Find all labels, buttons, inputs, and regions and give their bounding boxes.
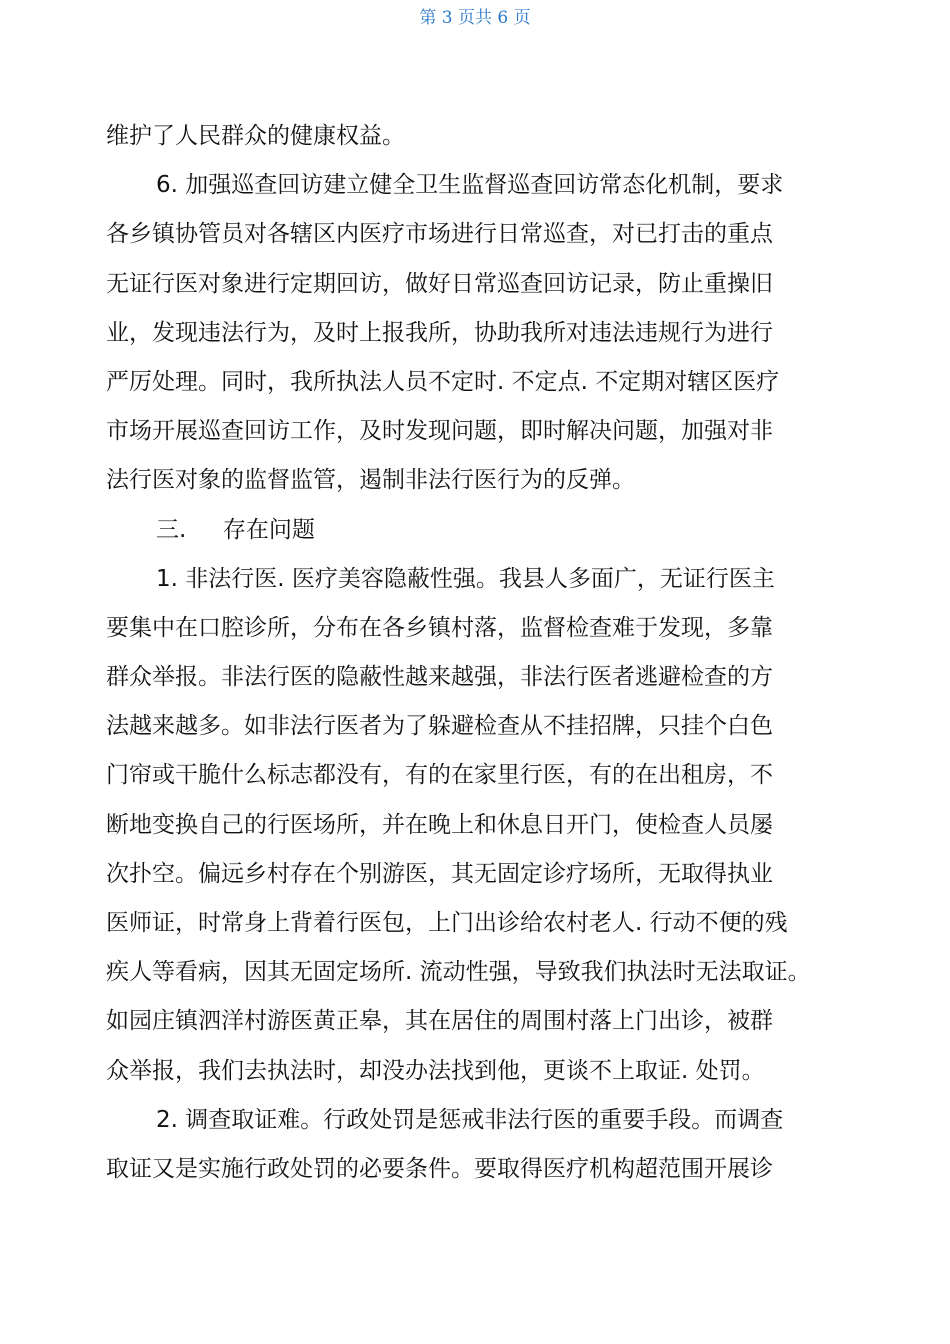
paragraph-line: 市场开展巡查回访工作，及时发现问题，即时解决问题，加强对非	[106, 418, 773, 445]
paragraph-line: 断地变换自己的行医场所，并在晚上和休息日开门，使检查人员屡	[106, 811, 773, 838]
paragraph-line: 法越来越多。如非法行医者为了躲避检查从不挂招牌，只挂个白色	[106, 713, 773, 740]
paragraph-line: 门帘或干脆什么标志都没有，有的在家里行医，有的在出租房，不	[106, 762, 773, 789]
paragraph-line: 6. 加强巡查回访建立健全卫生监督巡查回访常态化机制，要求	[156, 172, 784, 199]
paragraph-line: 法行医对象的监督监管，遏制非法行医行为的反弹。	[106, 467, 635, 494]
paragraph-line: 群众举报。非法行医的隐蔽性越来越强，非法行医者逃避检查的方	[106, 664, 773, 691]
paragraph-line: 1. 非法行医. 医疗美容隐蔽性强。我县人多面广，无证行医主	[156, 565, 775, 592]
paragraph-line: 要集中在口腔诊所，分布在各乡镇村落，监督检查难于发现，多靠	[106, 614, 773, 641]
paragraph-line: 2. 调查取证难。行政处罚是惩戒非法行医的重要手段。而调查	[156, 1106, 784, 1133]
paragraph-line: 严厉处理。同时，我所执法人员不定时. 不定点. 不定期对辖区医疗	[106, 368, 780, 395]
paragraph-line: 次扑空。偏远乡村存在个别游医，其无固定诊疗场所，无取得执业	[106, 860, 773, 887]
page-number-header: 第 3 页共 6 页	[419, 8, 531, 28]
paragraph-line: 维护了人民群众的健康权益。	[106, 123, 405, 149]
paragraph-line: 各乡镇协管员对各辖区内医疗市场进行日常巡查，对已打击的重点	[106, 221, 773, 248]
paragraph-line: 如园庄镇泗洋村游医黄正皋，其在居住的周围村落上门出诊，被群	[106, 1008, 773, 1035]
paragraph-line: 疾人等看病，因其无固定场所. 流动性强，导致我们执法时无法取证。	[106, 959, 811, 986]
paragraph-line: 医师证，时常身上背着行医包，上门出诊给农村老人. 行动不便的残	[106, 910, 788, 936]
paragraph-line: 业，发现违法行为，及时上报我所，协助我所对违法违规行为进行	[106, 319, 773, 346]
paragraph-line: 众举报，我们去执法时，却没办法找到他，更谈不上取证. 处罚。	[106, 1057, 765, 1084]
section-heading: 三. 存在问题	[156, 516, 315, 543]
paragraph-line: 无证行医对象进行定期回访，做好日常巡查回访记录，防止重操旧	[106, 270, 773, 297]
paragraph-line: 取证又是实施行政处罚的必要条件。要取得医疗机构超范围开展诊	[106, 1155, 773, 1182]
document-body	[106, 112, 866, 1194]
